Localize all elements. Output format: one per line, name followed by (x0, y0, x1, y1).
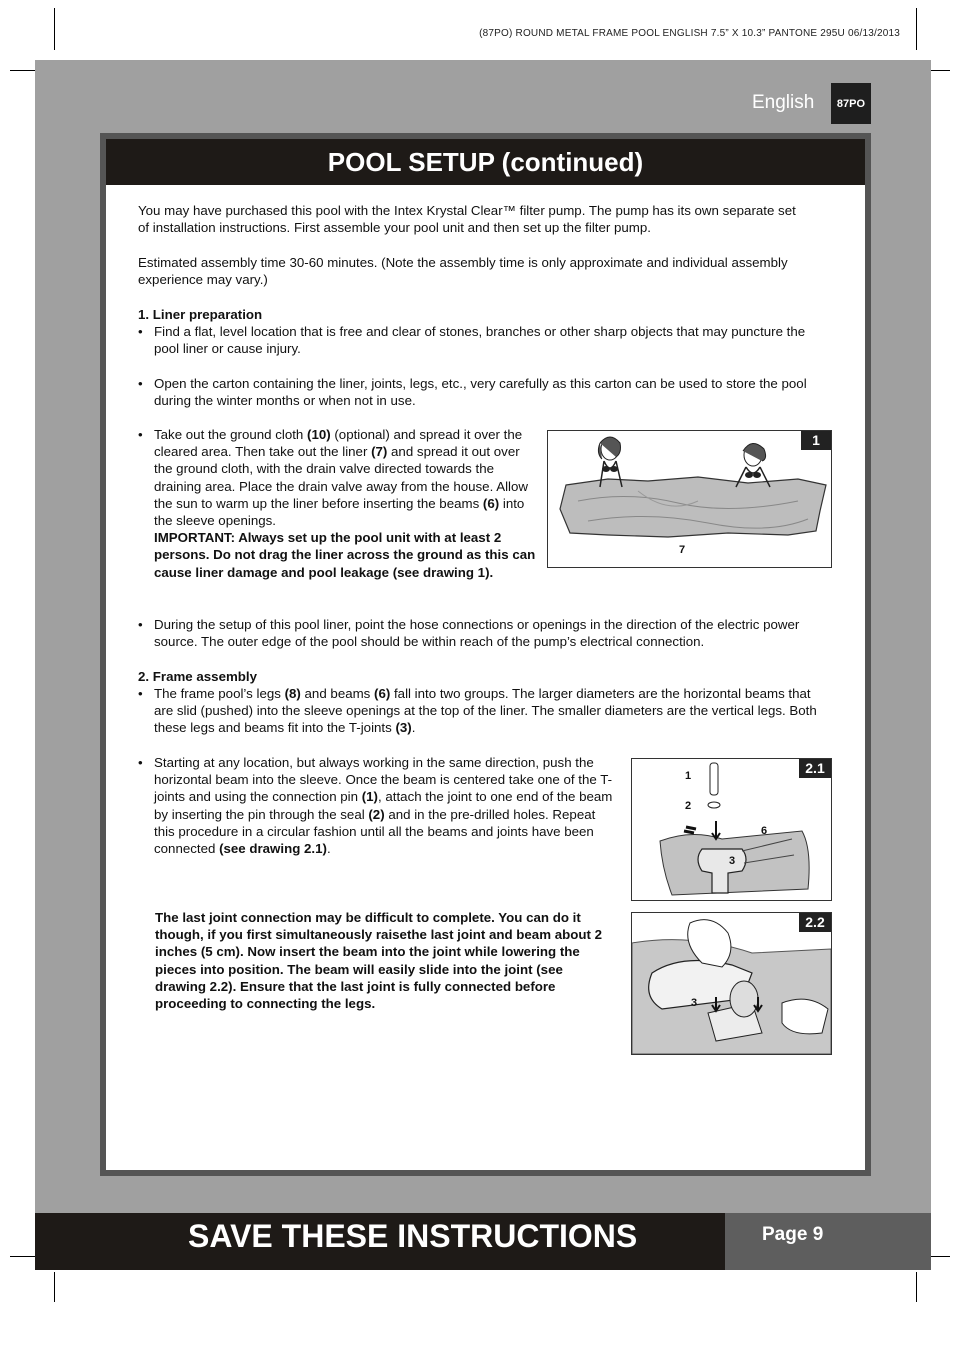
intro-paragraph: You may have purchased this pool with the Intex Krystal Clear™ filter pump. The pump has its own separate set of installation instructions. First assemble your pool unit and then set up the filter pump. (138, 203, 796, 236)
list-item (138, 685, 823, 737)
figure-1 (547, 430, 832, 568)
list-item-text: Starting at any location, but always working in the same direction, push the horizontal beam into the sleeve. Once the beam is centered take one of the T- joints and using the connection pin (1), attach the joint to one end of the beam by inserting the pin through the seal (2) and in the pre-drilled holes. Repeat this procedure in a circular fashion until all the beams and joints have been connected (see drawing 2.1). (154, 755, 613, 857)
callout-label: 1 (685, 770, 692, 782)
crop-mark (10, 1256, 36, 1257)
crop-mark (916, 1272, 917, 1302)
list-item (138, 323, 818, 357)
callout-label: 3 (729, 855, 736, 867)
list-item (138, 375, 823, 409)
section-title: POOL SETUP (continued) (106, 139, 865, 185)
language-label: English (752, 92, 815, 113)
step-heading: 2. Frame assembly (138, 669, 258, 684)
callout-label: 7 (679, 544, 686, 556)
list-item (138, 616, 823, 650)
figure-2-1 (631, 758, 832, 901)
bullet: • (138, 686, 143, 701)
figure-number-badge: 2.2 (799, 913, 831, 932)
model-code-badge: 87PO (831, 83, 871, 124)
print-header: (87PO) ROUND METAL FRAME POOL ENGLISH 7.5” X 10.3” PANTONE 295U 06/13/2013 (479, 28, 900, 39)
liner-illustration (548, 431, 831, 567)
bullet: • (138, 755, 143, 770)
list-item-text: During the setup of this pool liner, point the hose connections or openings in the direction of the electric power source. The outer edge of the pool should be within reach of the pump’s electrical connection. (154, 617, 800, 650)
footer-page-box (725, 1213, 931, 1270)
step-heading: 1. Liner preparation (138, 307, 263, 322)
important-note: IMPORTANT: Always set up the pool unit with at least 2 persons. Do not drag the liner across the ground as this can cause liner damage and pool leakage (see drawing 1). (154, 530, 536, 580)
figure-number-badge: 2.1 (799, 759, 831, 778)
list-item (138, 754, 618, 857)
callout-label: 3 (691, 997, 698, 1009)
crop-mark (54, 1272, 55, 1302)
intro-paragraph: Estimated assembly time 30-60 minutes. (Note the assembly time is only approximate and individual assembly experience may vary.) (138, 255, 788, 288)
footer-title: SAVE THESE INSTRUCTIONS (188, 1218, 638, 1254)
bullet: • (138, 324, 143, 339)
list-item-text: Open the carton containing the liner, joints, legs, etc., very carefully as this carton can be used to store the pool during the winter months or when not in use. (154, 376, 807, 409)
list-item-text: Take out the ground cloth (10) (optional) and spread it over the cleared area. Then take out the liner (7) and spread it out over the ground cloth, with the drain valve directed towards the draining area. Place the drain valve away from the house. Allow the sun to warm up the liner before inserting the beams (6) into the sleeve openings. IMPORTANT: Always set up the pool unit with at least 2 persons. Do not drag the liner across the ground as this can cause liner damage and pool leakage (see drawing 1). (154, 427, 536, 580)
page-number: Page 9 (762, 1224, 824, 1245)
list-item-text: Find a flat, level location that is free and clear of stones, branches or other sharp objects that may puncture the pool liner or cause injury. (154, 324, 806, 357)
bullet: • (138, 427, 143, 442)
figure-number-badge: 1 (801, 431, 831, 450)
crop-mark (916, 8, 917, 50)
last-joint-illustration (632, 913, 831, 1054)
callout-label: 2 (685, 800, 692, 812)
t-joint-illustration (632, 759, 831, 900)
bullet: • (138, 376, 143, 391)
note-paragraph: The last joint connection may be difficult to complete. You can do it though, if you first simultaneously raisethe last joint and beam about 2 inches (5 cm). Now insert the beam into the joint while lowering the pieces into position. The beam will easily slide into the joint (see drawing 2.2). Ensure that the last joint is fully connected before proceeding to connecting the legs. (155, 910, 602, 1012)
list-item-text: The frame pool’s legs (8) and beams (6) fall into two groups. The larger diameters are the horizontal beams that are slid (pushed) into the sleeve openings at the top of the liner. The smaller diameters are the vertical legs. Both these legs and beams fit into the T-joints (3). (154, 686, 817, 736)
callout-label: 6 (761, 825, 768, 837)
bullet: • (138, 617, 143, 632)
list-item (138, 426, 540, 581)
crop-mark (10, 70, 36, 71)
figure-2-2 (631, 912, 832, 1055)
